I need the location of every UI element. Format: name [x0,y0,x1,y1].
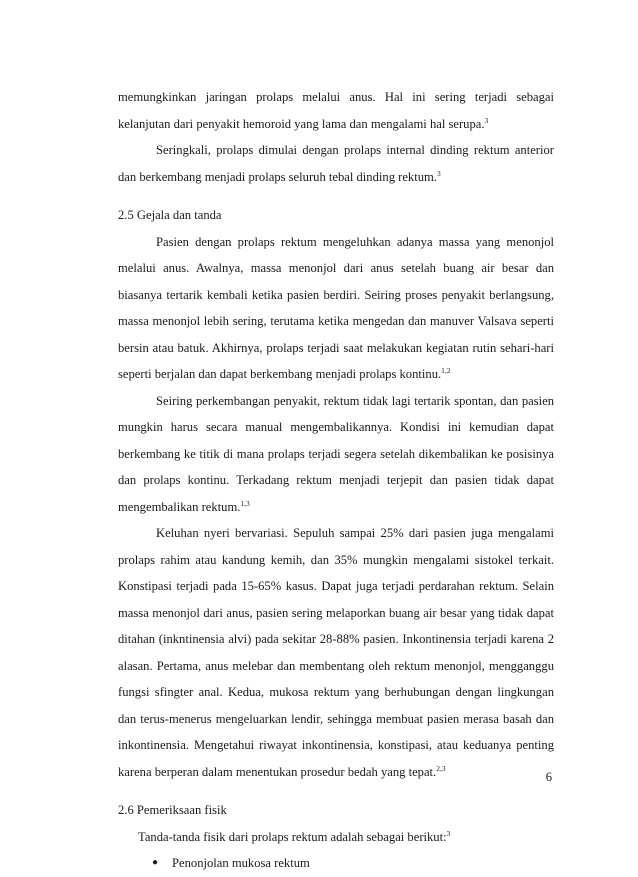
bullet-icon: ● [152,857,159,868]
paragraph-text: Seiring perkembangan penyakit, rektum tidak lagi tertarik spontan, dan pasien mungkin harus secara manual mengembalikannya. Kondisi ini kemudian dapat berkembang ke titik di mana prolaps terjadi segera setelah dikembalikan ke posisinya dan prolaps kontinu. Terkadang rektum menjadi terjepit dan pasien tidak dapat mengembalikan rektum. [118,393,554,514]
paragraph [118,388,554,521]
page-number: 6 [545,770,552,784]
paragraph-text: Pasien dengan prolaps rektum mengeluhkan adanya massa yang menonjol melalui anus. Awalnya, massa menonjol dari anus setelah buang air besar dan biasanya tertarik kembali ketika pasien berdiri. Seiring proses penyakit berlangsung, massa menonjol lebih sering, terutama ketika mengedan dan manuver Valsava seperti bersin atau batuk. Akhirnya, prolaps terjadi saat melakukan kegiatan rutin sehari-hari seperti berjalan dan dapat berkembang menjadi prolaps kontinu. [118,234,554,381]
citation-ref: 3 [436,168,441,178]
bullet-list [118,850,554,877]
list-item [152,850,554,877]
citation-ref: 1,2 [441,365,451,375]
citation-ref: 3 [446,828,451,838]
paragraph-text: Keluhan nyeri bervariasi. Sepuluh sampai 25% dari pasien juga mengalami prolaps rahim atau kandung kemih, dan 35% mungkin mengalami sistokel terkait. Konstipasi terjadi pada 15-65% kasus. Dapat juga terjadi perdarahan rektum. Selain massa menonjol dari anus, pasien sering melaporkan buang air besar yang tidak dapat ditahan (inkntinensia alvi) pada sekitar 28-88% pasien. Inkontinensia terjadi karena 2 alasan. Pertama, anus melebar dan membentang oleh rektum menonjol, mengganggu fungsi sfingter anal. Kedua, mukosa rektum yang berhubungan dengan lingkungan dan terus-menerus mengeluarkan lendir, sehingga membuat pasien merasa basah dan inkontinensia. Mengetahui riwayat inkontinensia, konstipasi, atau keduanya penting karena berperan dalam menentukan prosedur bedah yang tepat. [118,526,554,779]
citation-ref: 3 [484,115,489,125]
paragraph [118,137,554,190]
paragraph [118,229,554,388]
lead-text: Tanda-tanda fisik dari prolaps rektum adalah sebagai berikut: [138,829,447,844]
list-lead [118,824,554,851]
paragraph-text: Seringkali, prolaps dimulai dengan prolaps internal dinding rektum anterior dan berkembang menjadi prolaps seluruh tebal dinding rektum. [118,143,554,184]
citation-ref: 1,3 [240,498,250,508]
section-heading-2-6: 2.6 Pemeriksaan fisik [118,803,227,817]
list-item-text: Penonjolan mukosa rektum [172,856,310,870]
paragraph-continuation [118,84,554,137]
section-heading-2-5: 2.5 Gejala dan tanda [118,208,222,222]
paragraph [118,520,554,785]
paragraph-text: memungkinkan jaringan prolaps melalui anus. Hal ini sering terjadi sebagai kelanjutan dari penyakit hemoroid yang lama dan mengalami hal serupa. [118,90,554,131]
citation-ref: 2,3 [436,763,446,773]
